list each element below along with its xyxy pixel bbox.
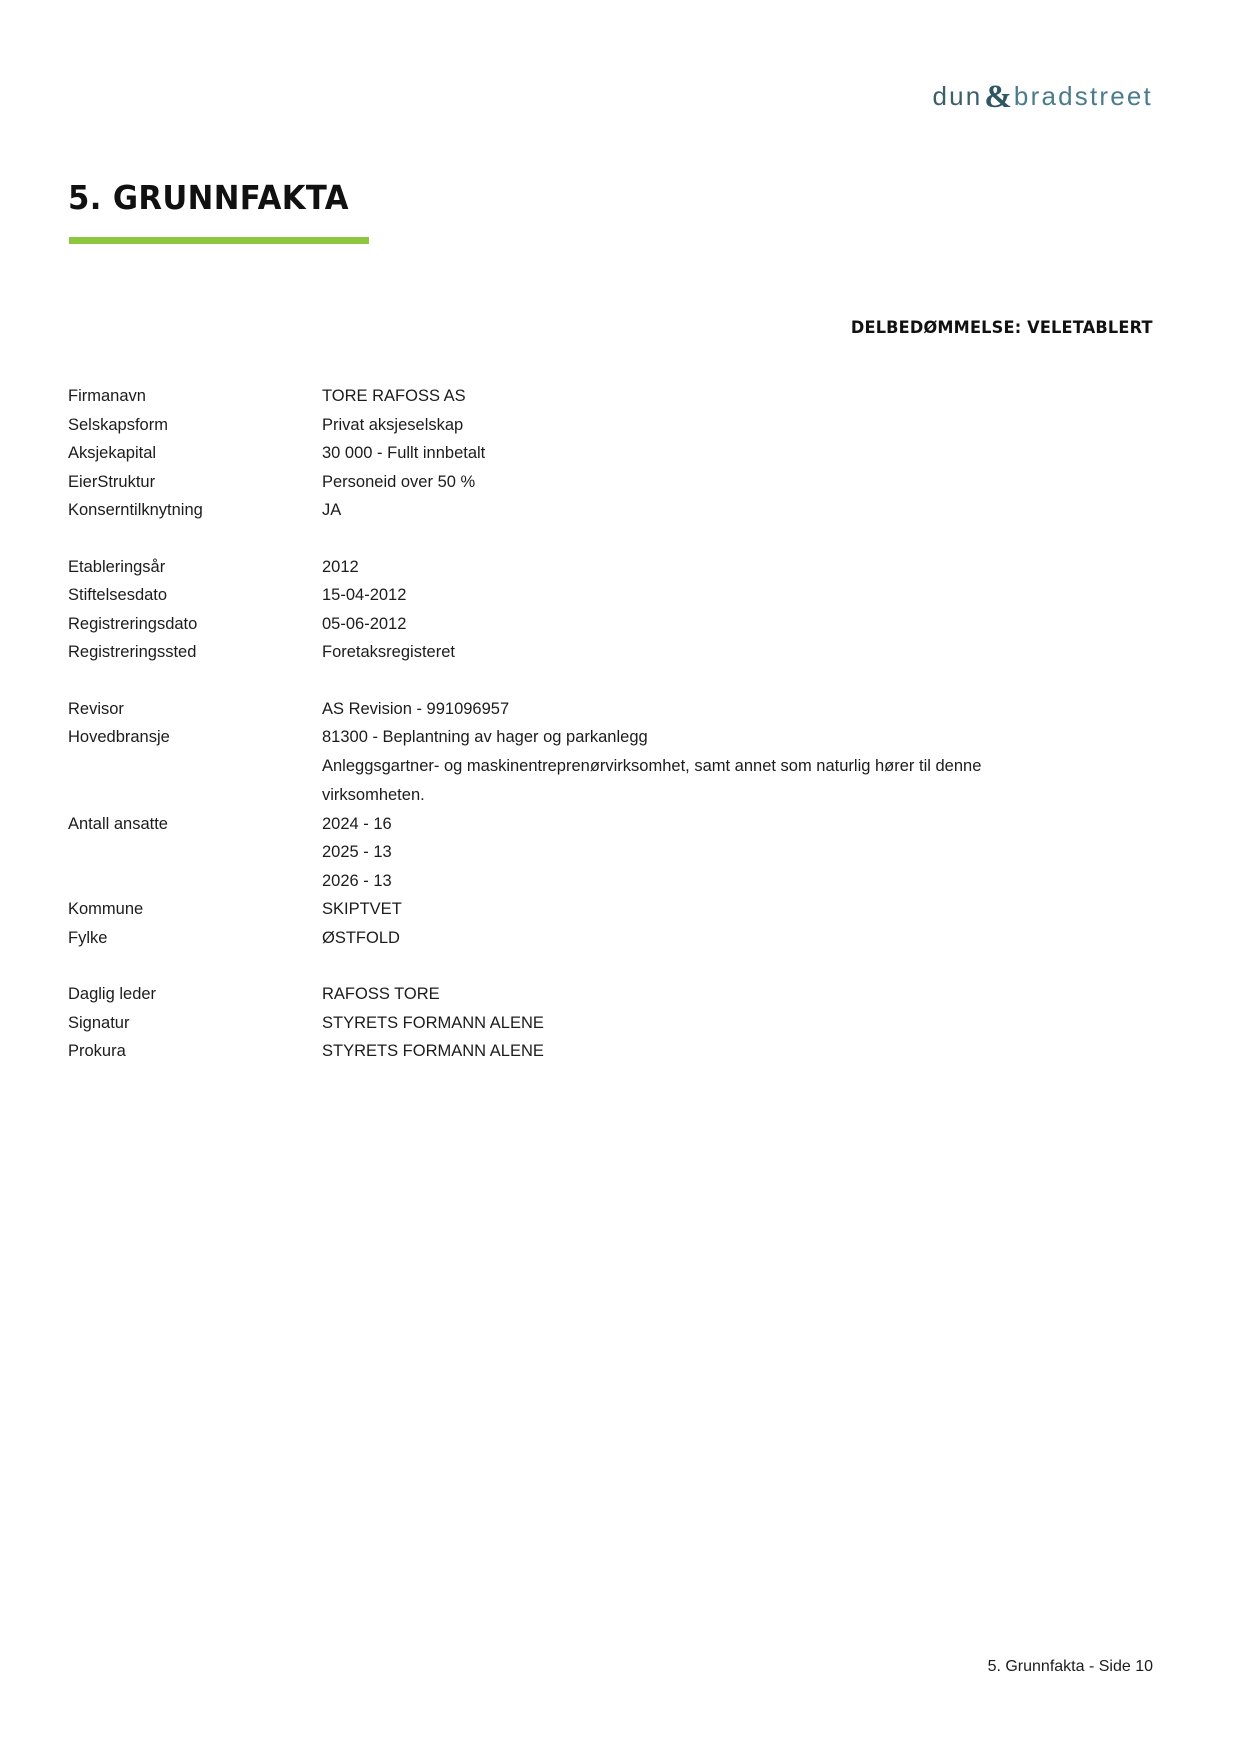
row-label: Fylke xyxy=(68,928,108,947)
row-value: STYRETS FORMANN ALENE xyxy=(322,1013,544,1032)
group-spacer xyxy=(68,667,1078,695)
row-label: Konserntilknytning xyxy=(68,501,203,519)
table-row-kommune xyxy=(68,895,1078,924)
logo-ampersand: & xyxy=(984,79,1012,115)
row-value: JA xyxy=(322,501,342,519)
table-row xyxy=(68,411,1078,440)
row-value: RAFOSS TORE xyxy=(322,985,440,1003)
table-row-hovedbransje xyxy=(68,723,1078,752)
row-value: TORE RAFOSS AS xyxy=(322,387,466,405)
page-footer: 5. Grunnfakta - Side 10 xyxy=(987,1658,1153,1675)
row-label: Registreringssted xyxy=(68,643,197,661)
table-row xyxy=(68,553,1078,582)
row-value: 05-06-2012 xyxy=(322,614,407,633)
row-label: Registreringsdato xyxy=(68,614,198,633)
grunnfakta-table xyxy=(68,382,1078,1066)
row-value: 81300 - Beplantning av hager og parkanlegg xyxy=(322,728,648,746)
table-row xyxy=(68,638,1078,667)
row-label: Etableringsår xyxy=(68,557,166,576)
row-label: Firmanavn xyxy=(68,387,146,405)
antall-ansatte-value: 2025 - 13 xyxy=(322,843,392,861)
dun-bradstreet-logo xyxy=(932,78,1153,115)
antall-ansatte-value: 2026 - 13 xyxy=(322,871,392,890)
row-label: Signatur xyxy=(68,1013,130,1032)
table-row-revisor xyxy=(68,695,1078,724)
row-label: Hovedbransje xyxy=(68,728,170,746)
row-value: SKIPTVET xyxy=(322,900,402,918)
row-value: Foretaksregisteret xyxy=(322,643,455,661)
table-row xyxy=(68,581,1078,610)
row-value: 2012 xyxy=(322,557,359,576)
table-row xyxy=(68,496,1078,525)
row-label: Prokura xyxy=(68,1042,126,1060)
table-row xyxy=(68,1009,1078,1038)
row-label: Selskapsform xyxy=(68,415,168,434)
row-label: Revisor xyxy=(68,699,124,718)
row-label: Aksjekapital xyxy=(68,444,157,462)
row-value: 15-04-2012 xyxy=(322,586,407,604)
title-underline-rule xyxy=(69,237,369,244)
table-row xyxy=(68,610,1078,639)
row-value: AS Revision - 991096957 xyxy=(322,699,510,718)
table-row-fylke xyxy=(68,924,1078,953)
group-spacer xyxy=(68,952,1078,980)
logo-text-bradstreet: bradstreet xyxy=(1013,81,1153,111)
virksomhet-beskrivelse: Anleggsgartner- og maskinentreprenørvirksomhet, samt annet som naturlig hører til denne virksomheten. xyxy=(322,756,982,804)
logo-text-dun: dun xyxy=(932,81,983,111)
row-value: 2024 - 16 xyxy=(322,814,392,833)
table-row xyxy=(68,1037,1078,1066)
row-label: Antall ansatte xyxy=(68,814,168,833)
row-label: Kommune xyxy=(68,900,144,918)
row-label: EierStruktur xyxy=(68,472,156,491)
table-row xyxy=(68,439,1078,468)
row-label: Stiftelsesdato xyxy=(68,586,168,604)
page-title: 5. GRUNNFAKTA xyxy=(68,178,349,217)
subheading-delbedommelse: DELBEDØMMELSE: VELETABLERT xyxy=(851,318,1153,338)
table-row xyxy=(68,980,1078,1009)
row-value: Personeid over 50 % xyxy=(322,472,476,491)
row-value: Privat aksjeselskap xyxy=(322,415,464,434)
row-value: STYRETS FORMANN ALENE xyxy=(322,1042,544,1060)
group-spacer xyxy=(68,525,1078,553)
row-label: Daglig leder xyxy=(68,985,157,1003)
table-row xyxy=(68,382,1078,411)
row-value: ØSTFOLD xyxy=(322,928,400,947)
table-row xyxy=(68,468,1078,497)
table-row-antall-ansatte xyxy=(68,810,1078,839)
row-value: 30 000 - Fullt innbetalt xyxy=(322,444,486,462)
table-row-beskrivelse xyxy=(68,752,1078,810)
